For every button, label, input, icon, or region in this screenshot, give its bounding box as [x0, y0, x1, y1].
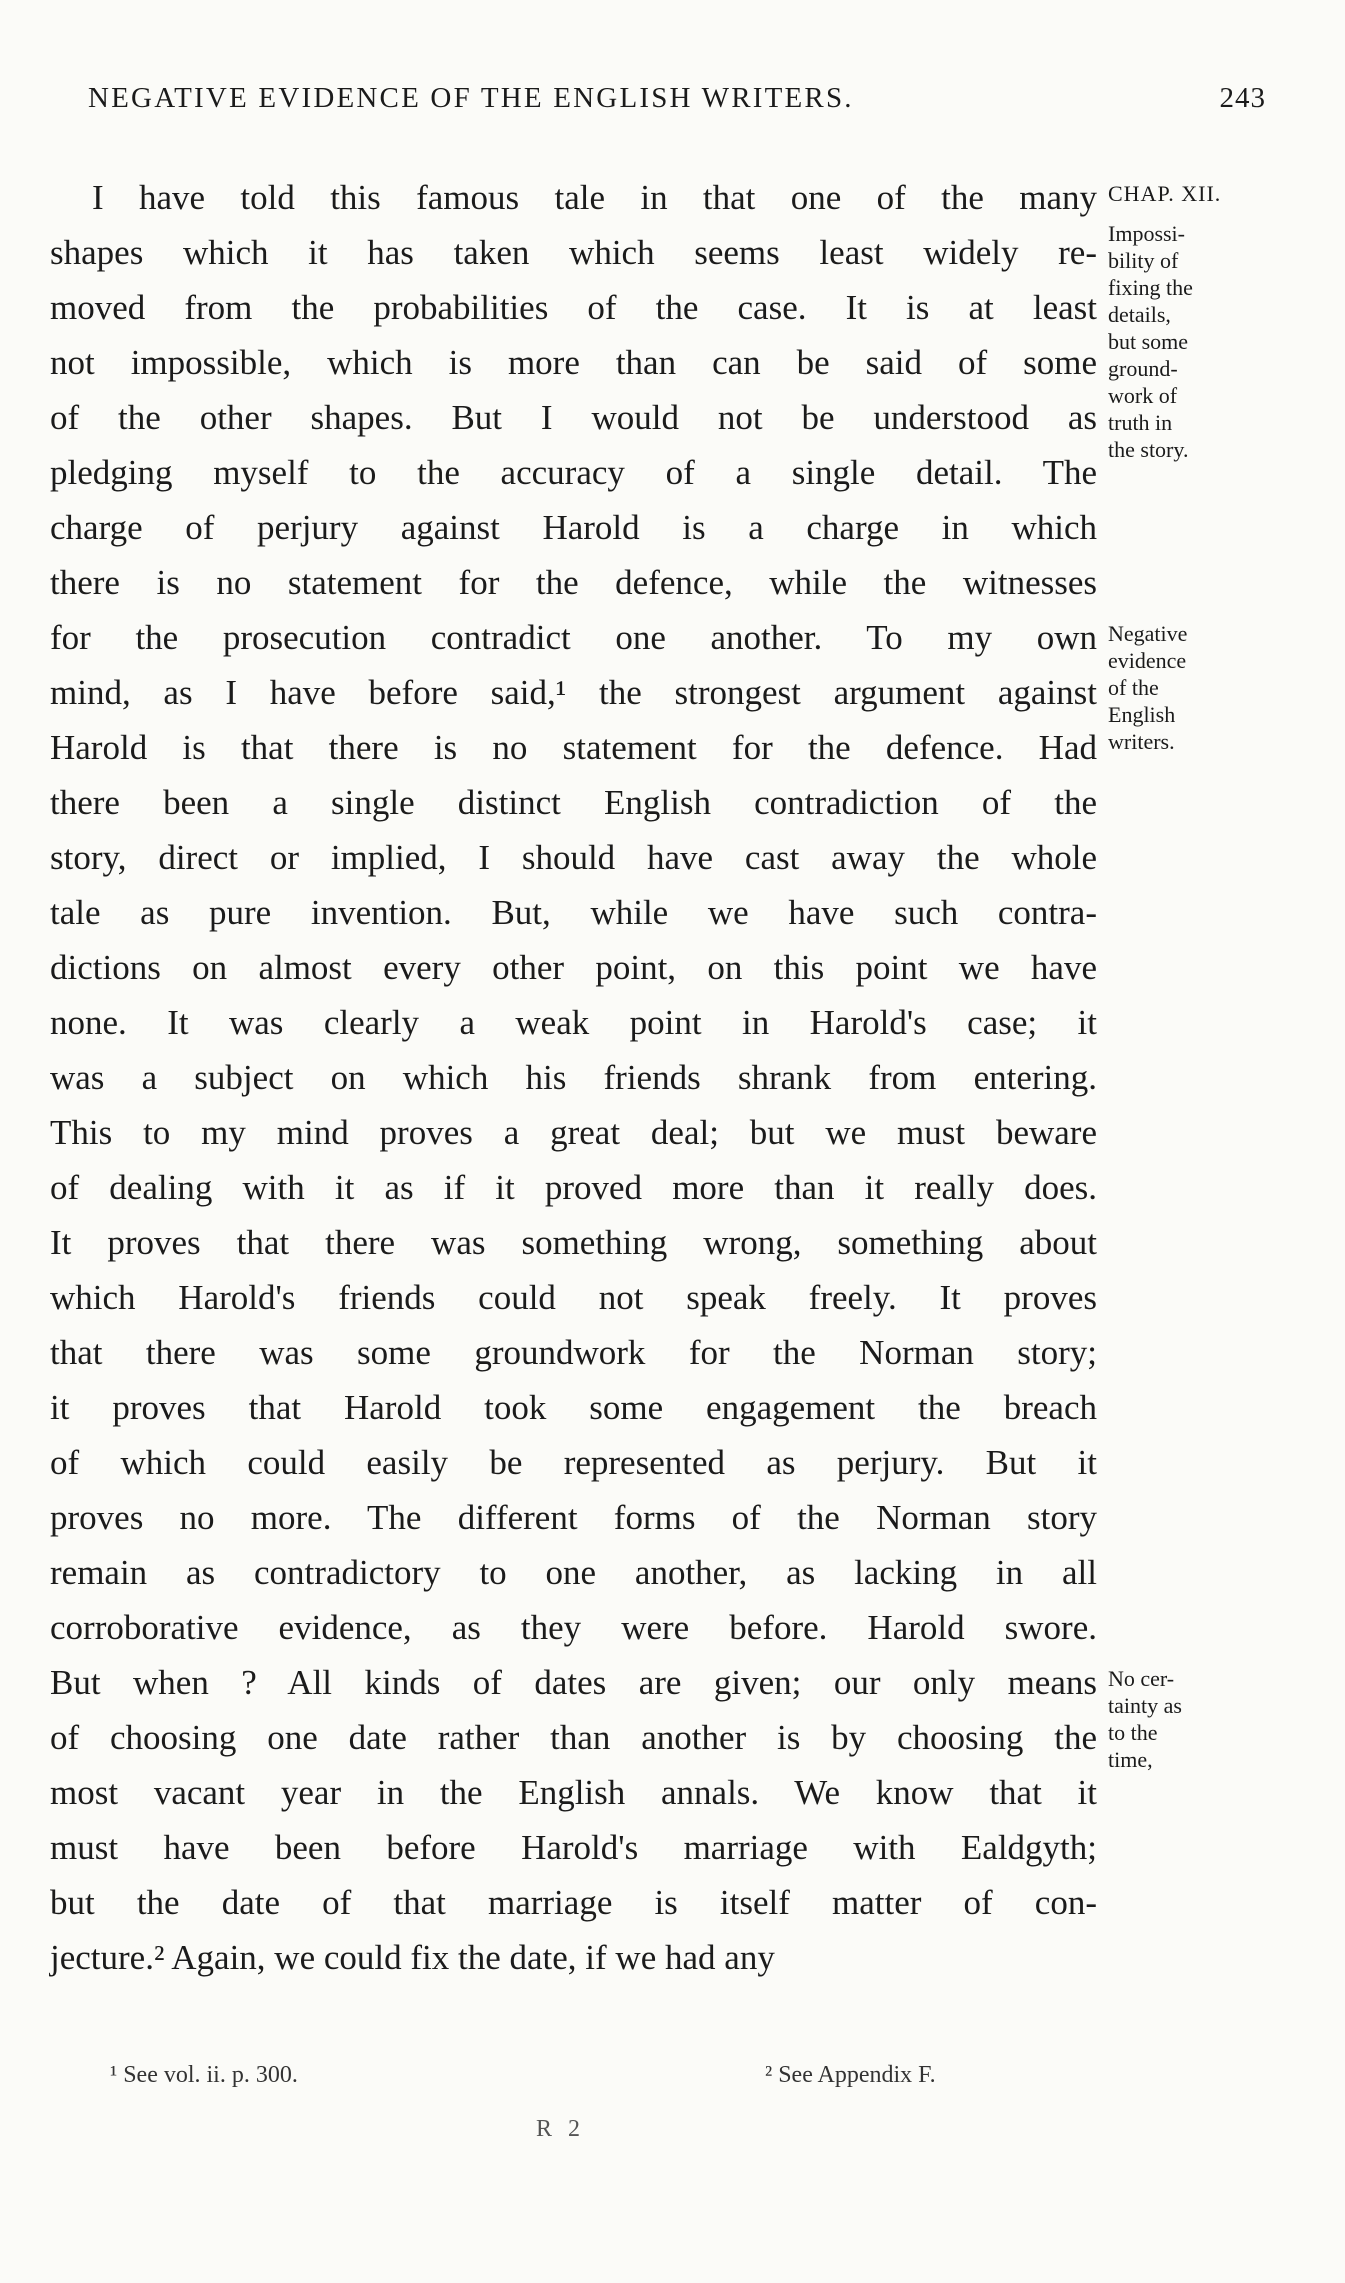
- text-line: But when ? All kinds of dates are given; our only means: [50, 1663, 1097, 1702]
- running-header: [88, 82, 1266, 132]
- text-line: of dealing with it as if it proved more than it really does.: [50, 1168, 1097, 1207]
- text-line: This to my mind proves a great deal; but we must beware: [50, 1113, 1097, 1152]
- text-line: jecture.² Again, we could fix the date, if we had any: [50, 1938, 775, 1977]
- signature-mark: R 2: [536, 2116, 586, 2142]
- text-line: must have been before Harold's marriage with Ealdgyth;: [50, 1828, 1097, 1867]
- text-line: there been a single distinct English contradiction of the: [50, 783, 1097, 822]
- text-line: for the prosecution contradict one another. To my own: [50, 618, 1097, 657]
- text-line: tale as pure invention. But, while we have such contra-: [50, 893, 1097, 932]
- text-line: moved from the probabilities of the case. It is at least: [50, 288, 1097, 327]
- text-line: story, direct or implied, I should have cast away the whole: [50, 838, 1097, 877]
- text-line: mind, as I have before said,¹ the strongest argument against: [50, 673, 1097, 712]
- text-line: charge of perjury against Harold is a charge in which: [50, 508, 1097, 547]
- text-line: Harold is that there is no statement for the defence. Had: [50, 728, 1097, 767]
- text-line: which Harold's friends could not speak freely. It proves: [50, 1278, 1097, 1317]
- text-line: It proves that there was something wrong, something about: [50, 1223, 1097, 1262]
- text-line: of the other shapes. But I would not be understood as: [50, 398, 1097, 437]
- sidenote-chapter: CHAP. XII.: [1108, 181, 1222, 206]
- page-number: 243: [1219, 82, 1266, 114]
- text-line: of which could easily be represented as perjury. But it: [50, 1443, 1097, 1482]
- sidenote-negative-evidence: Negative evidence of the English writers.: [1108, 621, 1188, 754]
- footnote-1: ¹ See vol. ii. p. 300.: [110, 2062, 298, 2088]
- text-line: there is no statement for the defence, while the witnesses: [50, 563, 1097, 602]
- text-line: corroborative evidence, as they were before. Harold swore.: [50, 1608, 1097, 1647]
- text-line: none. It was clearly a weak point in Harold's case; it: [50, 1003, 1097, 1042]
- sidenote-impossibility: Impossi- bility of fixing the details, but some ground- work of truth in the story.: [1108, 221, 1193, 462]
- text-line: of choosing one date rather than another is by choosing the: [50, 1718, 1097, 1757]
- text-line: but the date of that marriage is itself matter of con-: [50, 1883, 1097, 1922]
- text-line: remain as contradictory to one another, as lacking in all: [50, 1553, 1097, 1592]
- text-line: was a subject on which his friends shrank from entering.: [50, 1058, 1097, 1097]
- text-line: proves no more. The different forms of the Norman story: [50, 1498, 1097, 1537]
- text-line: pledging myself to the accuracy of a single detail. The: [50, 453, 1097, 492]
- running-title: NEGATIVE EVIDENCE OF THE ENGLISH WRITERS.: [88, 82, 854, 114]
- text-line: shapes which it has taken which seems least widely re-: [50, 233, 1097, 272]
- text-line: most vacant year in the English annals. We know that it: [50, 1773, 1097, 1812]
- sidenote-no-certainty: No cer- tainty as to the time,: [1108, 1666, 1182, 1772]
- text-line: not impossible, which is more than can be said of some: [50, 343, 1097, 382]
- text-line: that there was some groundwork for the Norman story;: [50, 1333, 1097, 1372]
- text-line: it proves that Harold took some engagement the breach: [50, 1388, 1097, 1427]
- text-line: dictions on almost every other point, on this point we have: [50, 948, 1097, 987]
- footnote-2: ² See Appendix F.: [765, 2062, 936, 2088]
- text-line: I have told this famous tale in that one of the many: [92, 178, 1097, 217]
